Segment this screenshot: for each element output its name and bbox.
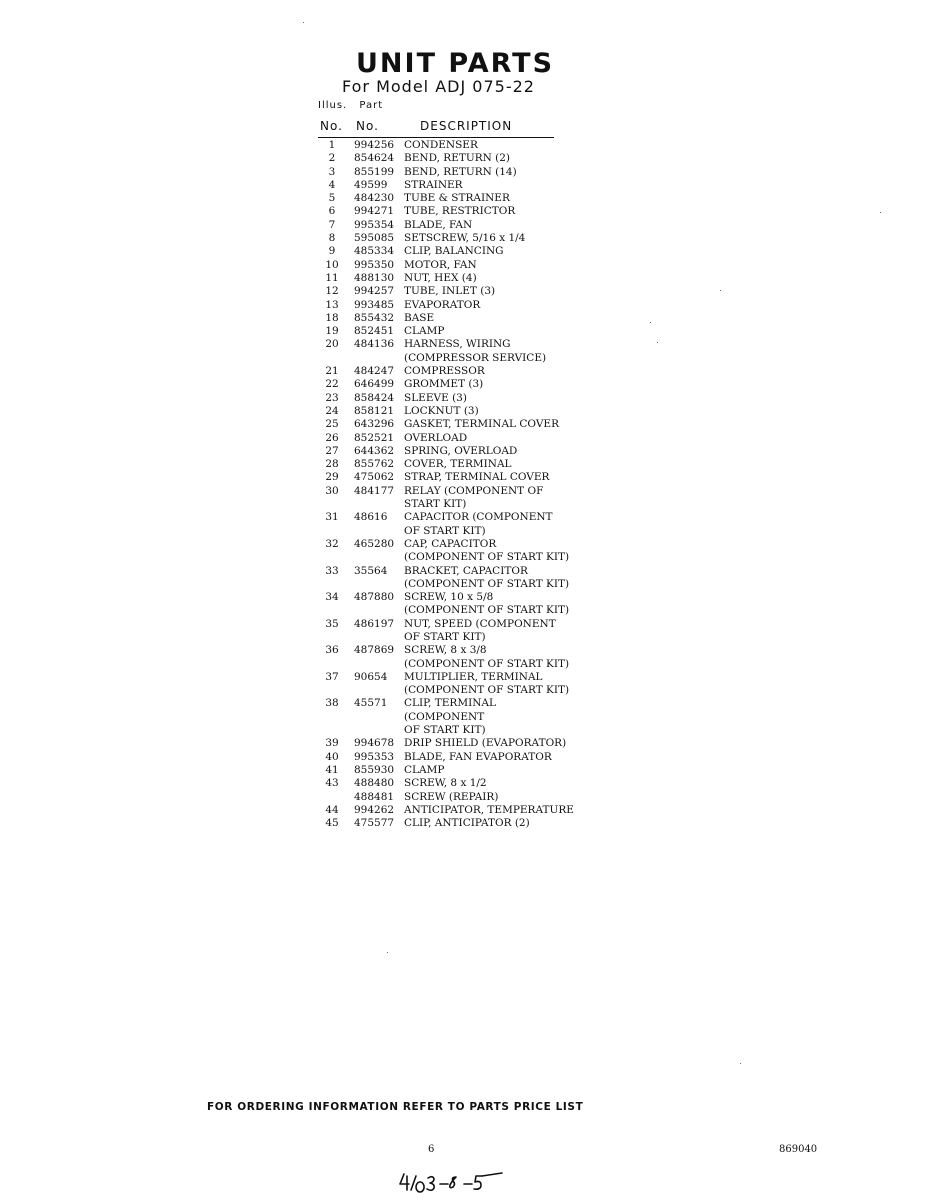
part-number: 486197	[354, 617, 395, 630]
part-number: 995353	[354, 750, 395, 763]
illus-number: 34	[325, 591, 339, 604]
part-description: TUBE, RESTRICTOR	[404, 205, 516, 218]
parts-row	[318, 272, 578, 285]
part-description: SCREW, 10 x 5/8 (COMPONENT OF START KIT)	[404, 591, 570, 617]
part-number: 488481	[354, 790, 395, 803]
part-number: 852451	[354, 325, 395, 338]
parts-row	[318, 644, 578, 671]
illus-number	[318, 791, 346, 804]
part-number: 484136	[354, 338, 395, 351]
parts-table	[318, 139, 578, 830]
part-description: HARNESS, WIRING (COMPRESSOR SERVICE)	[404, 338, 547, 364]
part-description: SCREW (REPAIR)	[404, 790, 499, 803]
scan-speck	[303, 22, 304, 23]
scan-speck	[387, 952, 388, 953]
parts-row	[318, 392, 578, 405]
part-description: SCREW, 8 x 3/8 (COMPONENT OF START KIT)	[404, 644, 570, 670]
part-no-header: No.	[356, 119, 379, 133]
illus-number: 27	[325, 444, 339, 457]
part-number: 855432	[354, 311, 395, 324]
page-number: 6	[428, 1144, 435, 1155]
parts-row	[318, 458, 578, 471]
part-number: 993485	[354, 298, 395, 311]
illus-number: 12	[325, 285, 339, 298]
parts-row	[318, 737, 578, 750]
column-header-row	[318, 119, 554, 138]
parts-row	[318, 804, 578, 817]
illus-number: 18	[325, 311, 339, 324]
part-description: SCREW, 8 x 1/2	[404, 777, 487, 790]
part-description: NUT, SPEED (COMPONENT OF START KIT)	[404, 617, 556, 643]
parts-row	[318, 205, 578, 218]
part-description: CLAMP	[404, 763, 445, 776]
part-description: CONDENSER	[404, 139, 478, 151]
illus-number: 23	[325, 391, 339, 404]
part-number: 995350	[354, 258, 395, 271]
part-number: 45571	[354, 697, 388, 710]
part-number: 643296	[354, 418, 395, 431]
part-description: GASKET, TERMINAL COVER	[404, 418, 559, 431]
part-description: BEND, RETURN (2)	[404, 152, 511, 165]
parts-row	[318, 445, 578, 458]
parts-row	[318, 671, 578, 698]
illus-number: 29	[325, 471, 339, 484]
parts-row	[318, 791, 578, 804]
part-number: 852521	[354, 431, 395, 444]
part-description: SETSCREW, 5/16 x 1/4	[404, 232, 526, 245]
part-description: TUBE & STRAINER	[404, 192, 510, 205]
part-number: 484177	[354, 484, 395, 497]
parts-row	[318, 764, 578, 777]
parts-row	[318, 139, 578, 152]
part-number: 995354	[354, 218, 395, 231]
part-number: 858424	[354, 391, 395, 404]
illus-number: 38	[325, 697, 339, 710]
part-description: DRIP SHIELD (EVAPORATOR)	[404, 737, 567, 750]
part-description: LOCKNUT (3)	[404, 404, 479, 417]
parts-row	[318, 166, 578, 179]
part-description: CLIP, TERMINAL (COMPONENT OF START KIT)	[404, 697, 496, 737]
part-description: NUT, HEX (4)	[404, 271, 477, 284]
illus-number: 7	[328, 218, 336, 231]
illus-number: 4	[328, 178, 336, 191]
parts-row	[318, 405, 578, 418]
illus-number: 2	[328, 152, 336, 165]
part-description: COVER, TERMINAL	[404, 458, 512, 471]
parts-row	[318, 471, 578, 484]
parts-row	[318, 777, 578, 790]
parts-row	[318, 365, 578, 378]
parts-row	[318, 259, 578, 272]
part-number: 855199	[354, 165, 395, 178]
illus-number: 25	[325, 418, 339, 431]
parts-row	[318, 418, 578, 431]
part-description: CAPACITOR (COMPONENT OF START KIT)	[404, 511, 553, 537]
part-number: 488480	[354, 777, 395, 790]
parts-row	[318, 378, 578, 391]
part-number: 35564	[354, 564, 388, 577]
scan-speck	[657, 342, 658, 343]
scan-speck	[720, 290, 721, 291]
illus-number: 45	[325, 817, 339, 830]
parts-row	[318, 591, 578, 618]
part-number: 465280	[354, 537, 395, 550]
illus-no-header: No.	[320, 119, 343, 133]
part-number: 994271	[354, 205, 395, 218]
illus-number: 37	[325, 670, 339, 683]
part-description: OVERLOAD	[404, 431, 468, 444]
part-number: 854624	[354, 152, 395, 165]
illus-number: 22	[325, 378, 339, 391]
parts-row	[318, 565, 578, 592]
part-number: 855930	[354, 763, 395, 776]
illus-number: 33	[325, 564, 339, 577]
illus-label: Illus.	[318, 100, 348, 111]
parts-row	[318, 485, 578, 512]
illus-number: 40	[325, 750, 339, 763]
parts-row	[318, 338, 578, 365]
scan-speck	[880, 212, 881, 213]
part-number: 475062	[354, 471, 395, 484]
illus-number: 30	[325, 484, 339, 497]
part-description: BEND, RETURN (14)	[404, 165, 517, 178]
part-number: 484247	[354, 365, 395, 378]
column-header-top	[318, 100, 383, 111]
part-description: STRAP, TERMINAL COVER	[404, 471, 550, 484]
illus-number: 41	[325, 763, 339, 776]
part-description: COMPRESSOR	[404, 365, 485, 378]
parts-row	[318, 751, 578, 764]
part-number: 595085	[354, 232, 395, 245]
part-description: CLIP, BALANCING	[404, 245, 504, 258]
illus-number: 11	[325, 271, 339, 284]
illus-number: 36	[325, 644, 339, 657]
illus-number: 26	[325, 431, 339, 444]
page-title: UNIT PARTS	[356, 48, 555, 79]
parts-row	[318, 697, 578, 737]
part-number: 644362	[354, 444, 395, 457]
illus-number: 24	[325, 404, 339, 417]
part-number: 90654	[354, 670, 388, 683]
parts-row	[318, 511, 578, 538]
document-number: 869040	[779, 1144, 818, 1155]
illus-number: 5	[328, 192, 336, 205]
parts-row	[318, 325, 578, 338]
parts-row	[318, 432, 578, 445]
part-description: TUBE, INLET (3)	[404, 285, 496, 298]
parts-row	[318, 179, 578, 192]
illus-number: 43	[325, 777, 339, 790]
part-description: SPRING, OVERLOAD	[404, 444, 518, 457]
part-description: ANTICIPATOR, TEMPERATURE	[404, 803, 574, 816]
scan-speck	[740, 1063, 741, 1064]
illus-number: 28	[325, 458, 339, 471]
part-number: 994262	[354, 803, 395, 816]
part-number: 855762	[354, 458, 395, 471]
illus-number: 39	[325, 737, 339, 750]
parts-row	[318, 219, 578, 232]
part-number: 484230	[354, 192, 395, 205]
part-number: 49599	[354, 178, 388, 191]
illus-number: 20	[325, 338, 339, 351]
illus-number: 19	[325, 325, 339, 338]
parts-row	[318, 245, 578, 258]
part-description: CAP, CAPACITOR (COMPONENT OF START KIT)	[404, 537, 570, 564]
illus-number: 9	[328, 245, 336, 258]
parts-row	[318, 312, 578, 325]
illus-number: 13	[325, 298, 339, 311]
part-number: 994678	[354, 737, 395, 750]
part-description: BLADE, FAN EVAPORATOR	[404, 750, 552, 763]
part-number: 48616	[354, 511, 388, 524]
description-header: DESCRIPTION	[420, 119, 513, 133]
part-label: Part	[359, 100, 384, 111]
illus-number: 32	[325, 537, 339, 550]
part-description: RELAY (COMPONENT OF START KIT)	[404, 484, 544, 511]
parts-row	[318, 538, 578, 565]
part-description: MULTIPLIER, TERMINAL (COMPONENT OF START KIT)	[404, 670, 570, 697]
parts-row	[318, 152, 578, 165]
part-number: 487880	[354, 591, 395, 604]
illus-number: 6	[328, 205, 336, 218]
parts-row	[318, 232, 578, 245]
illus-number: 8	[328, 232, 336, 245]
illus-number: 1	[328, 139, 336, 151]
part-description: MOTOR, FAN	[404, 258, 477, 271]
part-description: STRAINER	[404, 178, 463, 191]
part-number: 994257	[354, 285, 395, 298]
illus-number: 3	[328, 165, 336, 178]
part-description: SLEEVE (3)	[404, 391, 467, 404]
scan-speck	[650, 322, 651, 323]
parts-row	[318, 285, 578, 298]
part-number: 485334	[354, 245, 395, 258]
part-description: BASE	[404, 311, 435, 324]
part-description: EVAPORATOR	[404, 298, 481, 311]
model-subtitle: For Model ADJ 075-22	[342, 77, 535, 96]
part-number: 646499	[354, 378, 395, 391]
part-number: 994256	[354, 139, 395, 151]
illus-number: 31	[325, 511, 339, 524]
illus-number: 10	[325, 258, 339, 271]
illus-number: 21	[325, 365, 339, 378]
part-number: 475577	[354, 817, 395, 830]
part-number: 858121	[354, 404, 395, 417]
part-description: CLAMP	[404, 325, 445, 338]
part-number: 488130	[354, 271, 395, 284]
part-number: 487869	[354, 644, 395, 657]
parts-row	[318, 618, 578, 645]
part-description: GROMMET (3)	[404, 378, 484, 391]
part-description: BLADE, FAN	[404, 218, 473, 231]
ordering-note: FOR ORDERING INFORMATION REFER TO PARTS PRICE LIST	[207, 1101, 584, 1113]
parts-row	[318, 192, 578, 205]
illus-number: 35	[325, 617, 339, 630]
illus-number: 44	[325, 803, 339, 816]
part-description: BRACKET, CAPACITOR (COMPONENT OF START KIT)	[404, 564, 570, 590]
handwritten-annotation	[398, 1168, 508, 1196]
parts-row	[318, 299, 578, 312]
part-description: CLIP, ANTICIPATOR (2)	[404, 817, 530, 830]
parts-row	[318, 817, 578, 830]
